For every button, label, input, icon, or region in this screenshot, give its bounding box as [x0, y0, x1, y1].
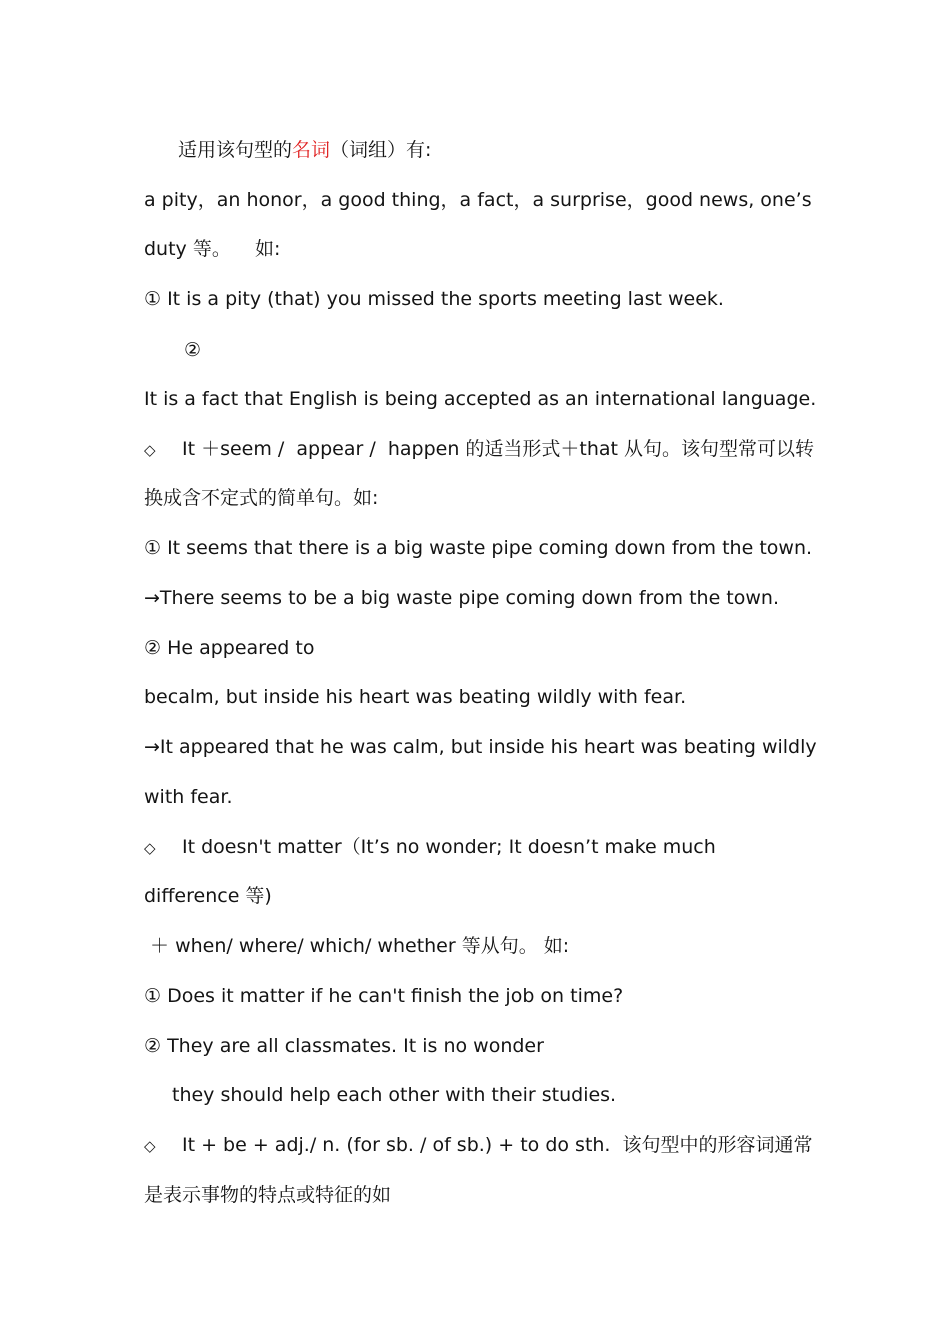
rule-seem-cont: 换成含不定式的简单句。如: [144, 487, 379, 509]
example-1: ① It is a pity (that) you missed the sports meeting last week. [144, 288, 724, 310]
diamond-bullet-icon: ◇ [144, 1137, 156, 1155]
intro-line [178, 138, 431, 162]
rule-matter-line [144, 835, 716, 860]
example-2: It is a fact that English is being accepted as an international language. [144, 388, 817, 410]
rule-adj-line [144, 1133, 813, 1158]
seem-example-1: ① It seems that there is a big waste pipe coming down from the town. [144, 537, 813, 559]
seem-example-1-rewrite: →There seems to be a big waste pipe coming down from the town. [144, 587, 779, 609]
matter-example-2: ② They are all classmates. It is no wonder [144, 1035, 544, 1057]
rule-matter-cont: difference 等) [144, 885, 272, 907]
rule-seem-line [144, 437, 814, 462]
diamond-bullet-icon: ◇ [144, 441, 156, 459]
rule-matter-text: It doesn't matter（It’s no wonder; It doesn’t make much [182, 836, 716, 858]
highlight-noun: 名词 [292, 139, 331, 161]
seem-example-2-rewrite-cont: with fear. [144, 786, 233, 808]
rule-matter-clause: ＋ when/ where/ which/ whether 等从句。 如: [144, 935, 570, 957]
rule-adj-text: It + be + adj./ n. (for sb. / of sb.) + to do sth. 该句型中的形容词通常 [182, 1134, 813, 1156]
matter-example-1: ① Does it matter if he can't finish the job on time? [144, 985, 624, 1007]
example-2-marker: ② [184, 339, 202, 361]
seem-example-2: ② He appeared to [144, 637, 315, 659]
rule-seem-text: It ＋seem / appear / happen 的适当形式＋that 从句。该句型常可以转 [182, 438, 815, 460]
rule-adj-cont: 是表示事物的特点或特征的如 [144, 1184, 392, 1206]
noun-list-line: a pity，an honor，a good thing，a fact，a surprise，good news, one’s [144, 189, 812, 211]
seem-example-2-cont: becalm, but inside his heart was beating wildly with fear. [144, 686, 687, 708]
noun-list-end: duty 等。 如: [144, 238, 281, 260]
matter-example-2-cont: they should help each other with their studies. [172, 1084, 617, 1106]
diamond-bullet-icon: ◇ [144, 839, 156, 857]
intro-text-tail: （词组）有: [330, 139, 432, 161]
seem-example-2-rewrite: →It appeared that he was calm, but inside his heart was beating wildly [144, 736, 817, 758]
intro-text: 适用该句型的 [178, 139, 293, 161]
